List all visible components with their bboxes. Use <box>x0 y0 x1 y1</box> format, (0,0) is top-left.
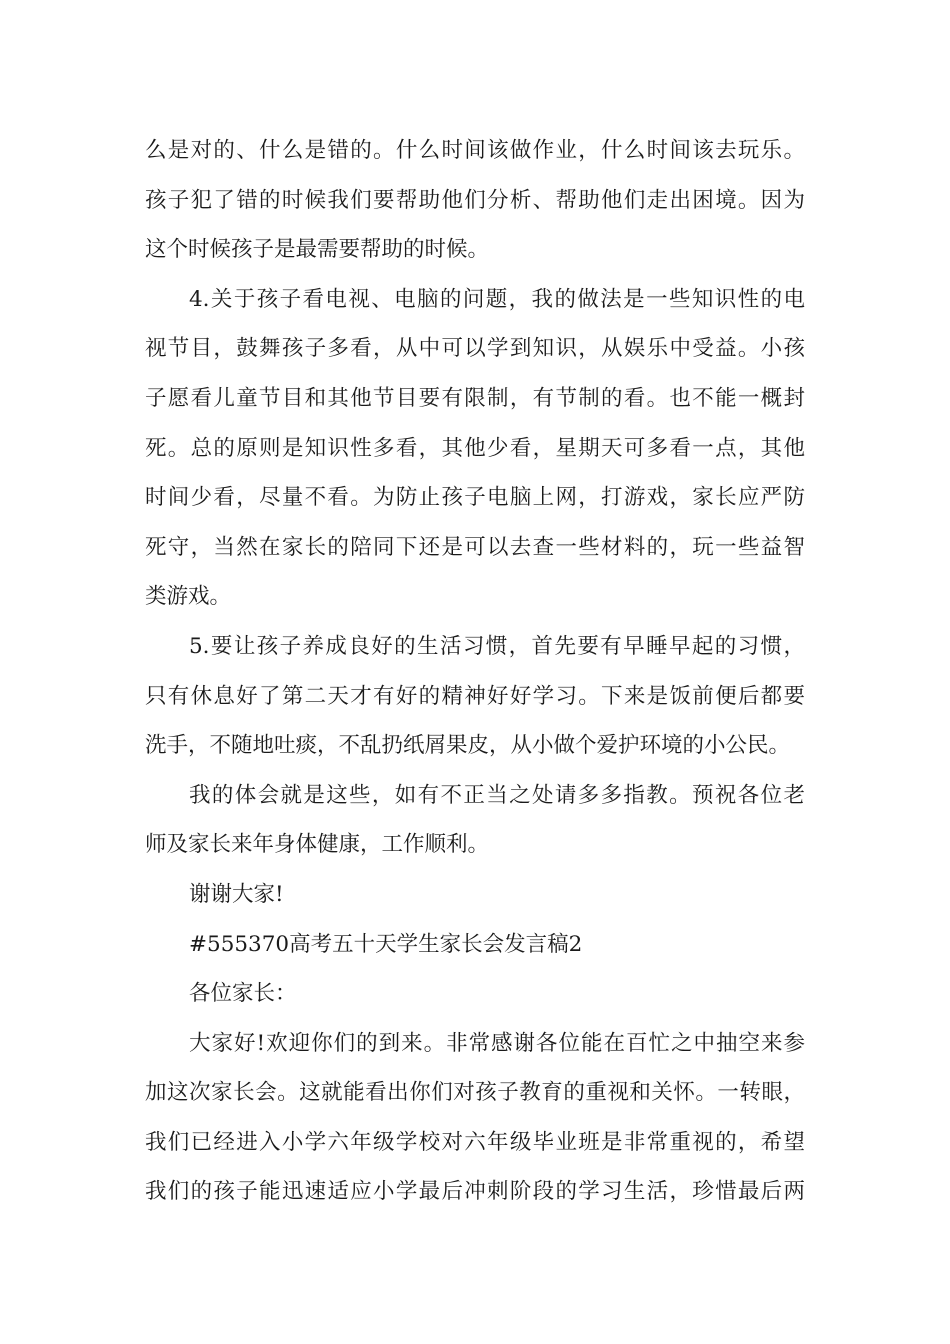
paragraph-habits <box>145 622 805 771</box>
paragraph-welcome <box>145 1019 805 1217</box>
text-line: 谢谢大家! <box>189 881 284 907</box>
text-line: 孩子犯了错的时候我们要帮助他们分析、帮助他们走出困境。因为 <box>145 187 805 213</box>
text-line: 我们已经进入小学六年级学校对六年级毕业班是非常重视的，希望 <box>145 1129 805 1155</box>
text-line: 么是对的、什么是错的。什么时间该做作业，什么时间该去玩乐。 <box>145 138 805 163</box>
text-line: 死守，当然在家长的陪同下还是可以去查一些材料的，玩一些益智 <box>145 534 805 560</box>
text-line: 死。总的原则是知识性多看，其他少看，星期天可多看一点，其他 <box>145 435 805 461</box>
paragraph-closing <box>145 771 805 870</box>
salutation <box>145 969 805 1019</box>
text-line: 各位家长： <box>189 981 297 1007</box>
text-line: 师及家长来年身体健康，工作顺利。 <box>145 832 490 858</box>
text-line: 这个时候孩子是最需要帮助的时候。 <box>145 237 490 263</box>
text-line: 洗手，不随地吐痰，不乱扔纸屑果皮，从小做个爱护环境的小公民。 <box>145 733 791 759</box>
document-page <box>145 126 805 1217</box>
text-line: 加这次家长会。这就能看出你们对孩子教育的重视和关怀。一转眼， <box>145 1080 805 1106</box>
text-line: 大家好!欢迎你们的到来。非常感谢各位能在百忙之中抽空来参 <box>189 1030 805 1056</box>
text-line: 5.要让孩子养成良好的生活习惯，首先要有早睡早起的习惯， <box>189 633 805 659</box>
paragraph-thanks <box>145 870 805 920</box>
text-line: 4.关于孩子看电视、电脑的问题，我的做法是一些知识性的电 <box>189 286 805 312</box>
text-line: 只有休息好了第二天才有好的精神好好学习。下来是饭前便后都要 <box>145 683 805 709</box>
paragraph-tv-computer <box>145 275 805 622</box>
paragraph-1 <box>145 126 805 275</box>
text-line: #555370高考五十天学生家长会发言稿2 <box>189 931 583 957</box>
text-line: 我的体会就是这些，如有不正当之处请多多指教。预祝各位老 <box>189 782 805 808</box>
section-heading <box>145 920 805 970</box>
text-line: 我们的孩子能迅速适应小学最后冲刺阶段的学习生活，珍惜最后两 <box>145 1179 805 1205</box>
text-line: 时间少看，尽量不看。为防止孩子电脑上网，打游戏，家长应严防 <box>145 485 805 511</box>
text-line: 类游戏。 <box>145 584 232 610</box>
text-line: 子愿看儿童节目和其他节目要有限制，有节制的看。也不能一概封 <box>145 385 805 411</box>
text-line: 视节目，鼓舞孩子多看，从中可以学到知识，从娱乐中受益。小孩 <box>145 336 805 362</box>
